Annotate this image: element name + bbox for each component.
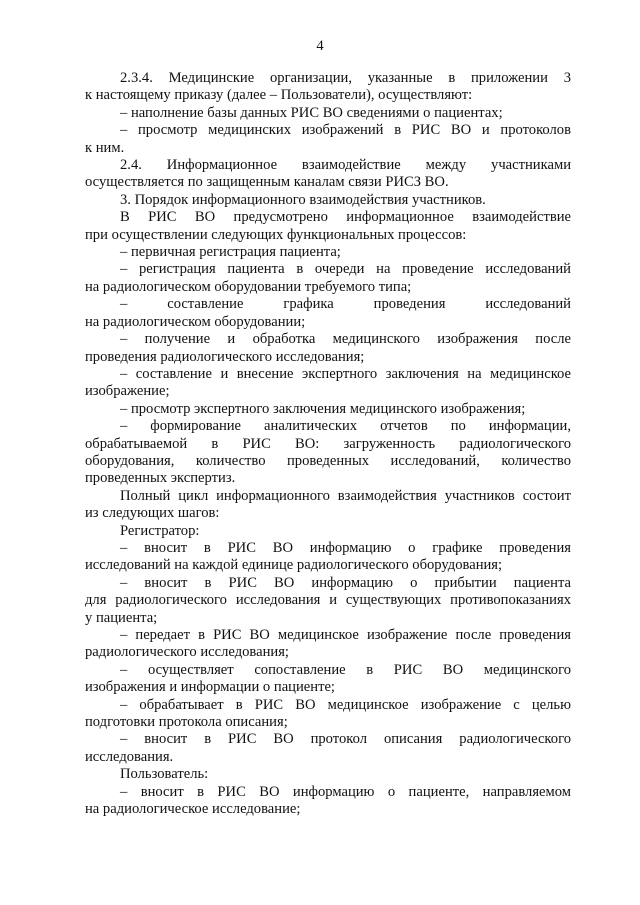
paragraph-line: исследований на каждой единице радиологического оборудования;	[85, 557, 503, 574]
paragraph	[85, 766, 571, 783]
paragraph	[85, 488, 571, 523]
paragraph-line: обрабатываемой в РИС ВО: загруженность радиологического	[85, 435, 571, 452]
paragraph-line: исследования.	[85, 748, 174, 765]
paragraph-line: – составление графика проведения исследований	[120, 296, 571, 313]
paragraph	[85, 105, 571, 122]
paragraph-line: – наполнение базы данных РИС ВО сведениями о пациентах;	[120, 104, 503, 121]
paragraph	[85, 244, 571, 261]
paragraph-line: к настоящему приказу (далее – Пользователи), осуществляют:	[85, 87, 473, 104]
paragraph	[85, 157, 571, 192]
paragraph-line: оборудования, количество проведенных исследований, количество	[85, 452, 571, 469]
paragraph	[85, 697, 571, 732]
paragraph	[85, 70, 571, 105]
paragraph-line: – вносит в РИС ВО информацию о графике проведения	[120, 539, 571, 556]
paragraph	[85, 418, 571, 488]
paragraph-line: – первичная регистрация пациента;	[120, 244, 341, 261]
paragraph	[85, 366, 571, 401]
paragraph-line: – вносит в РИС ВО протокол описания радиологического	[120, 731, 571, 748]
paragraph-line: Полный цикл информационного взаимодействия участников состоит	[120, 487, 571, 504]
paragraph-line: на радиологическом оборудовании;	[85, 313, 306, 330]
paragraph-line: на радиологическом оборудовании требуемого типа;	[85, 278, 412, 295]
paragraph-line: у пациента;	[85, 609, 158, 626]
paragraph-line: 2.3.4. Медицинские организации, указанные в приложении 3	[120, 70, 571, 86]
paragraph	[85, 731, 571, 766]
paragraph	[85, 122, 571, 157]
page-number: 4	[316, 38, 324, 54]
paragraph	[85, 627, 571, 662]
paragraph-line: радиологического исследования;	[85, 644, 289, 661]
paragraph	[85, 209, 571, 244]
paragraph-line: – получение и обработка медицинского изображения после	[120, 331, 571, 348]
paragraph-line: – вносит в РИС ВО информацию о прибытии пациента	[120, 574, 571, 591]
paragraph-line: 2.4. Информационное взаимодействие между участниками	[120, 157, 571, 174]
paragraph-line: подготовки протокола описания;	[85, 714, 288, 731]
paragraph	[85, 331, 571, 366]
paragraph	[85, 296, 571, 331]
paragraph	[85, 575, 571, 627]
paragraph-line: В РИС ВО предусмотрено информационное взаимодействие	[120, 209, 571, 226]
paragraph-line: – регистрация пациента в очереди на проведение исследований	[120, 261, 571, 278]
paragraph-line: Регистратор:	[120, 522, 200, 539]
paragraph	[85, 662, 571, 697]
paragraph-line: – просмотр экспертного заключения медицинского изображения;	[120, 400, 526, 417]
paragraph-line: проведения радиологического исследования;	[85, 348, 365, 365]
paragraph-line: – осуществляет сопоставление в РИС ВО медицинского	[120, 661, 571, 678]
paragraph-line: – составление и внесение экспертного заключения на медицинское	[120, 365, 571, 382]
paragraph	[85, 261, 571, 296]
paragraph	[85, 401, 571, 418]
paragraph-line: – формирование аналитических отчетов по информации,	[120, 418, 571, 435]
paragraph-line: изображение;	[85, 383, 170, 400]
paragraph-line: для радиологического исследования и существующих противопоказаниях	[85, 592, 571, 609]
paragraph	[85, 192, 571, 209]
paragraph-line: 3. Порядок информационного взаимодействия участников.	[120, 191, 486, 208]
paragraph-line: на радиологическое исследование;	[85, 801, 301, 818]
paragraph-line: – просмотр медицинских изображений в РИС ВО и протоколов	[120, 122, 571, 139]
paragraph-line: изображения и информации о пациенте;	[85, 679, 335, 696]
paragraph-line: из следующих шагов:	[85, 505, 220, 522]
paragraph-line: к ним.	[85, 139, 125, 156]
paragraph	[85, 540, 571, 575]
paragraph	[85, 523, 571, 540]
paragraph-line: осуществляется по защищенным каналам связи РИСЗ ВО.	[85, 174, 449, 191]
document-body	[85, 70, 571, 818]
paragraph-line: проведенных экспертиз.	[85, 470, 236, 487]
paragraph-line: – передает в РИС ВО медицинское изображение после проведения	[120, 627, 571, 643]
paragraph-line: при осуществлении следующих функциональных процессов:	[85, 226, 467, 243]
paragraph-line: – обрабатывает в РИС ВО медицинское изображение с целью	[120, 696, 571, 713]
paragraph-line: Пользователь:	[120, 766, 209, 783]
paragraph	[85, 784, 571, 819]
paragraph-line: – вносит в РИС ВО информацию о пациенте, направляемом	[120, 783, 571, 800]
